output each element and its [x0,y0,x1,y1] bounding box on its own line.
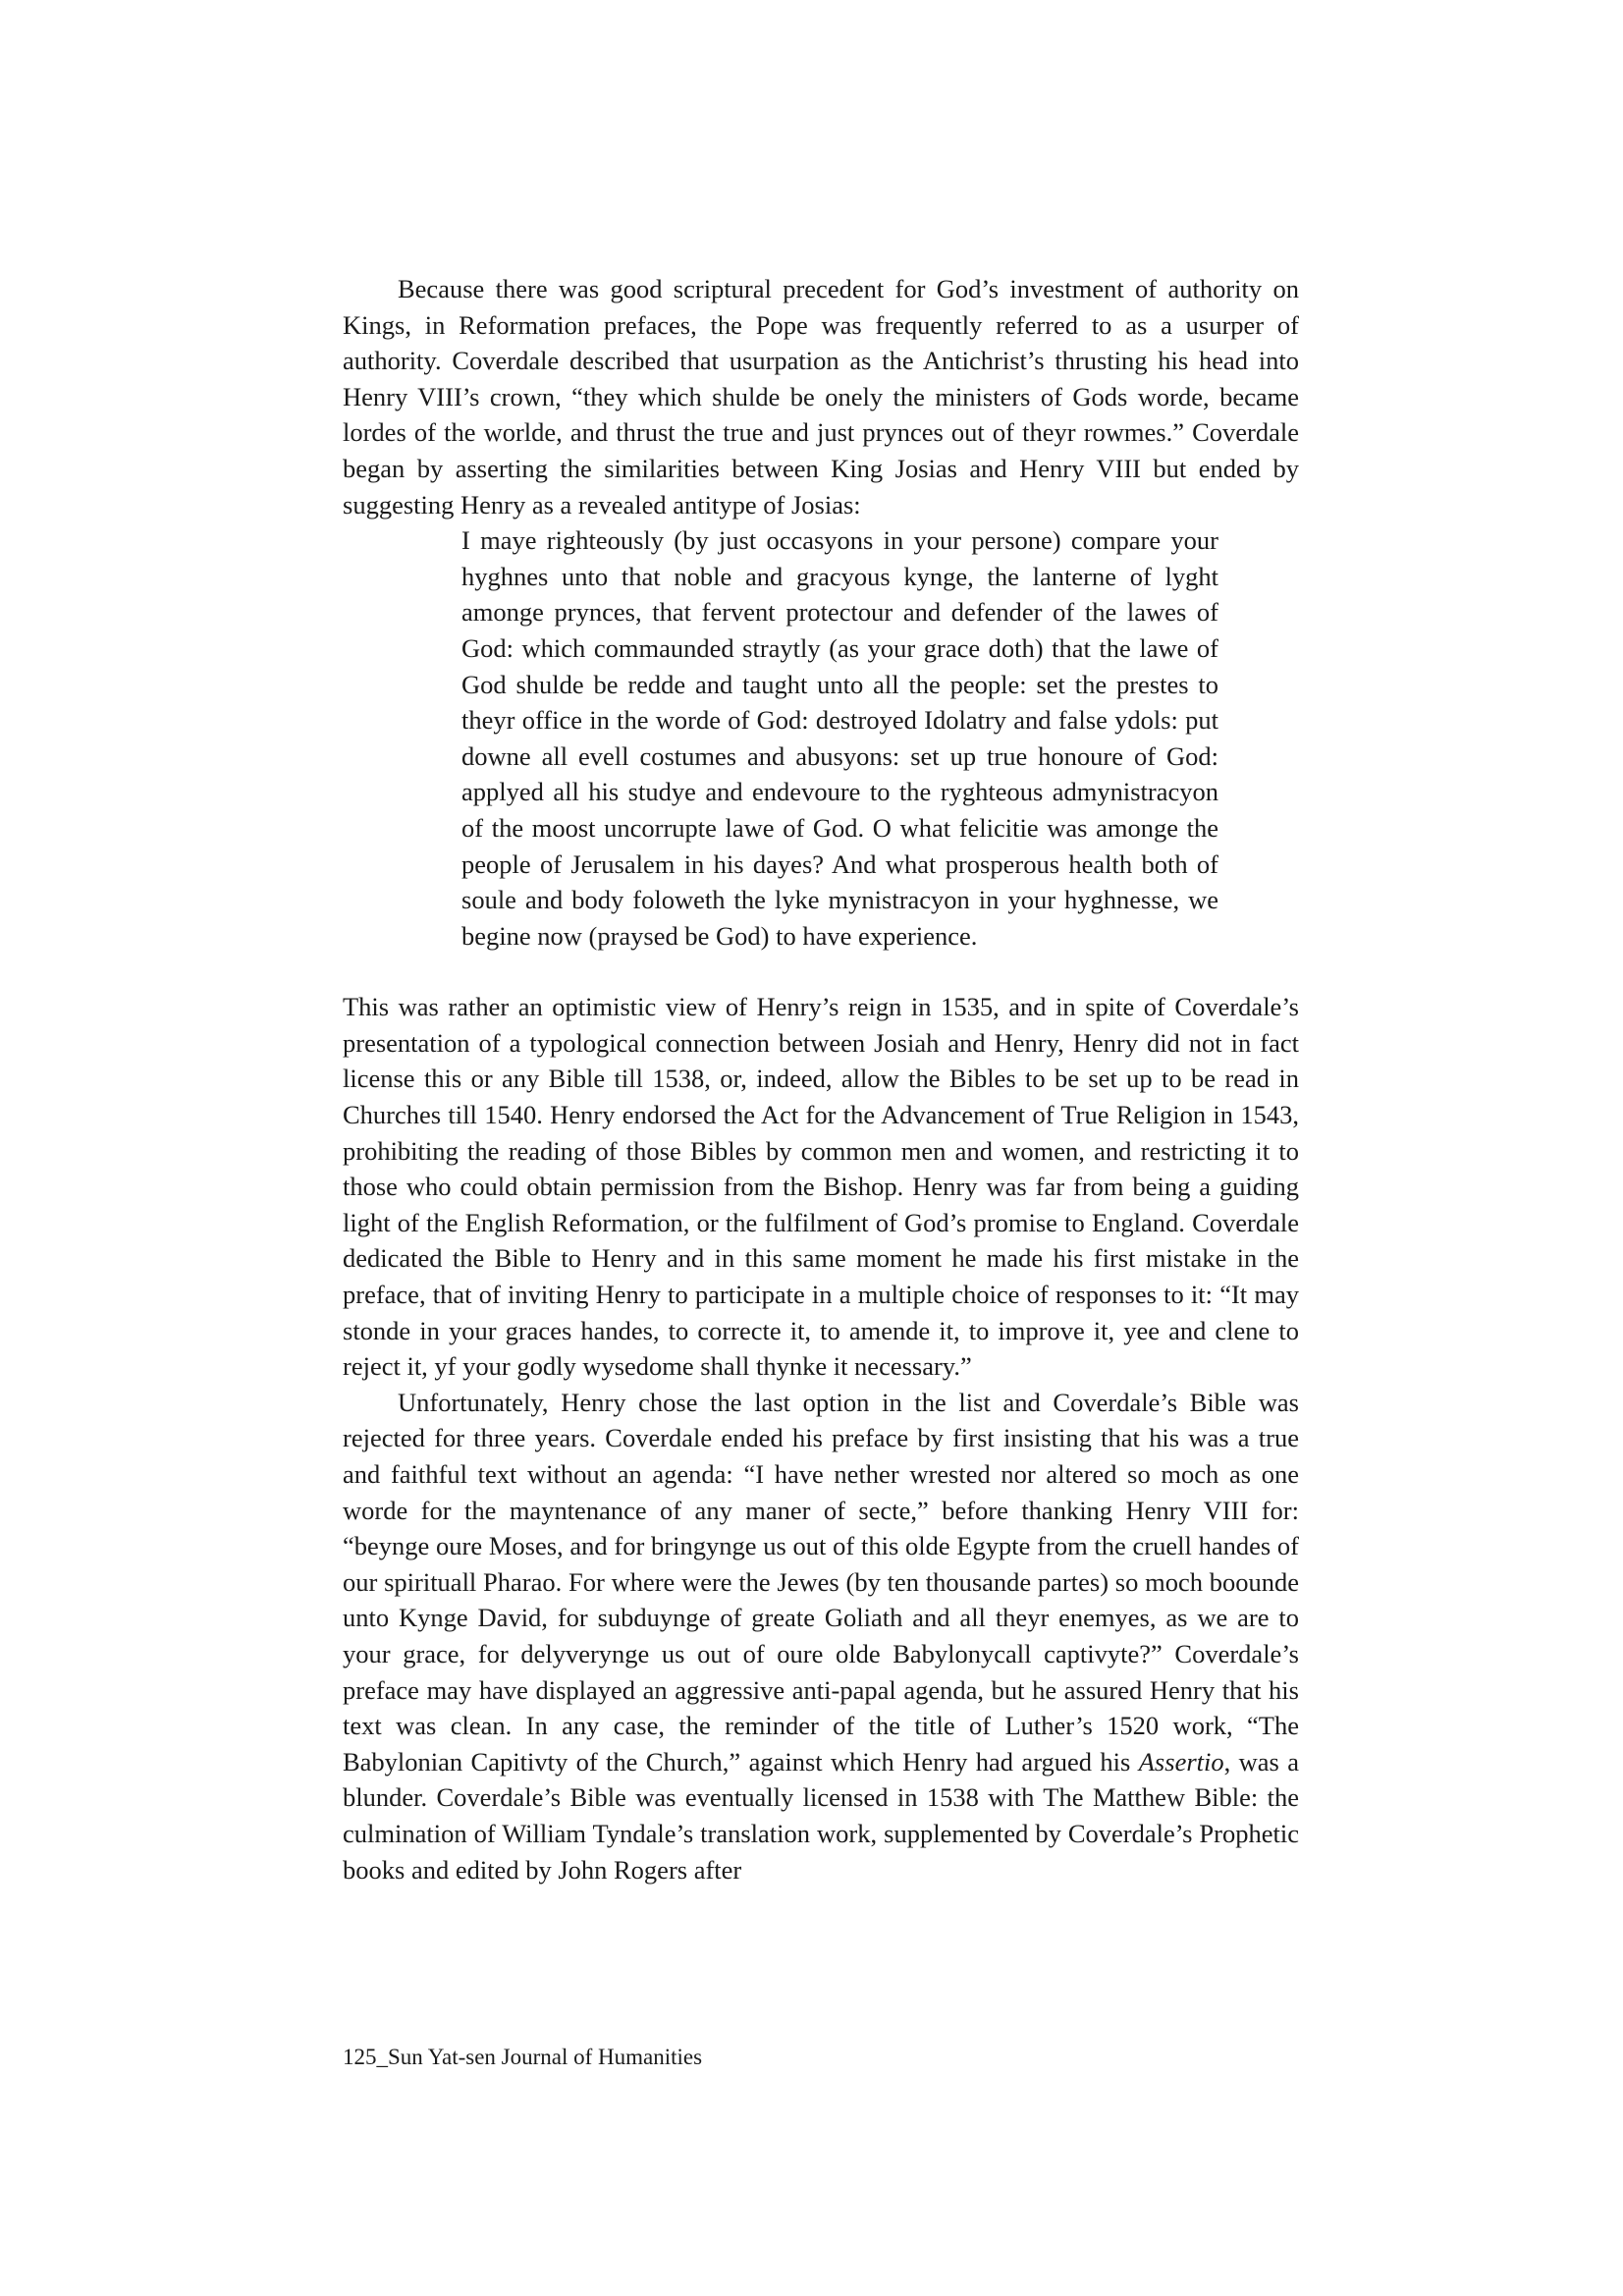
article-body [343,271,1299,1887]
paragraph-optimistic-view: This was rather an optimistic view of Henry’s reign in 1535, and in spite of Coverdale’s presentation of a typological connection between Josiah and Henry, Henry did not in fact license this or any Bible till 1538, or, indeed, allow the Bibles to be set up to be read in Churches till 1540. Henry endorsed the Act for the Advancement of True Religion in 1543, prohibiting the reading of those Bibles by common men and women, and restricting it to those who could obtain permission from the Bishop. Henry was far from being a guiding light of the English Reformation, or the fulfilment of God’s promise to England. Coverdale dedicated the Bible to Henry and in this same moment he made his first mistake in the preface, that of inviting Henry to participate in a multiple choice of responses to it: “It may stonde in your graces handes, to correcte it, to amende it, to improve it, yee and clene to reject it, yf your godly wysedome shall thynke it necessary.” [343,992,1299,1382]
paragraph-unfortunately [343,1385,1299,1887]
running-footer: 125_Sun Yat-sen Journal of Humanities [343,2045,703,2069]
paragraph-gap [343,954,1299,989]
paragraph-scriptural-precedent: Because there was good scriptural precedent for God’s investment of authority on Kings, in Reformation prefaces, the Pope was frequently referred to as a usurper of authority. Coverdale described that usurpation as the Antichrist’s thrusting his head into Henry VIII’s crown, “they which shulde be onely the ministers of Gods worde, became lordes of the worlde, and thrust the true and just prynces out of theyr rowmes.” Coverdale began by asserting the similarities between King Josias and Henry VIII but ended by suggesting Henry as a revealed antitype of Josias: [343,274,1299,519]
italic-title-assertio: Assertio [1138,1746,1224,1777]
paragraph-text-start: Unfortunately, Henry chose the last option in the list and Coverdale’s Bible was rejected for three years. Coverdale ended his preface by first insisting that his was a true and faithful text without an agenda: “I have nether wrested nor altered so moch as one worde for the mayntenance of any maner of secte,” before thanking Henry VIII for: “beynge oure Moses, and for bringynge us out of this olde Egypte from the cruell handes of our spirituall Pharao. For where were the Jewes (by ten thousande partes) so moch boounde unto Kynge David, for subduynge of greate Goliath and all theyr enemyes, as we are to your grace, for delyverynge us out of oure olde Babylonycall captivyte?” Coverdale’s preface may have displayed an aggressive anti-papal agenda, but he assured Henry that his text was clean. In any case, the reminder of the title of Luther’s 1520 work, “The Babylonian Capitivty of the Church,” against which Henry had argued his [343,1387,1299,1777]
block-quote-josias: I maye righteously (by just occasyons in your persone) compare your hyghnes unto that noble and gracyous kynge, the lanterne of lyght amonge prynces, that fervent protectour and defender of the lawes of God: which commaunded straytly (as your grace doth) that the lawe of God shulde be redde and taught unto all the people: set the prestes to theyr office in the worde of God: destroyed Idolatry and false ydols: put downe all evell costumes and abusyons: set up true honoure of God: applyed all his studye and endevoure to the ryghteous admynistracyon of the moost uncorrupte lawe of God. O what felicitie was amonge the people of Jerusalem in his dayes? And what prosperous health both of soule and body foloweth the lyke mynistracyon in your hyghnesse, we begine now (praysed be God) to have experience. [461,525,1218,951]
paragraph-text-end: , was a blunder. Coverdale’s Bible was eventually licensed in 1538 with The Matthew Bible: the culmination of William Tyndale’s translation work, supplemented by Coverdale’s Prophetic books and edited by John Rogers after [343,1746,1299,1885]
